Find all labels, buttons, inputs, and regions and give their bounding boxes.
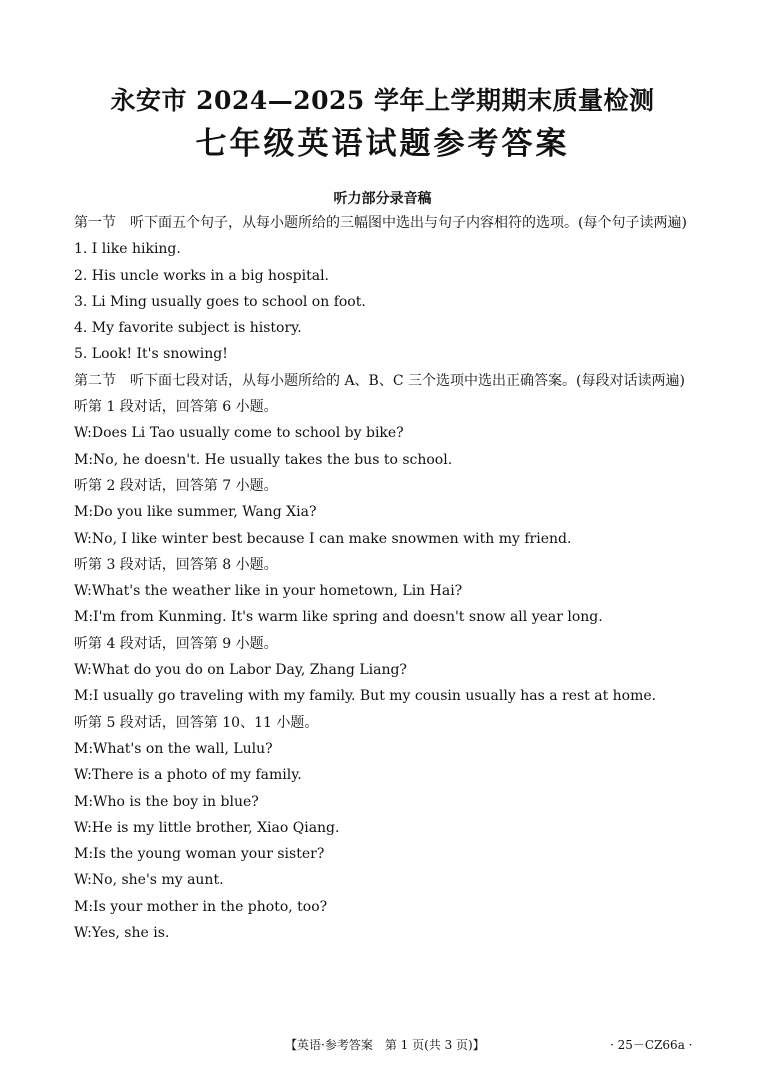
dialogue-line: W:He is my little brother, Xiao Qiang. (74, 819, 340, 836)
sentence-5: 5. Look! It's snowing! (74, 346, 228, 363)
dialogue-line: W:Yes, she is. (74, 925, 170, 942)
dialogue-line: W:What do you do on Labor Day, Zhang Liang? (74, 662, 407, 679)
dialogue-1-heading: 听第 1 段对话，回答第 6 小题。 (74, 399, 278, 416)
exam-title: 永安市 2024—2025 学年上学期期末质量检测 (110, 86, 655, 115)
sentence-4: 4. My favorite subject is history. (74, 320, 302, 337)
sentence-2: 2. His uncle works in a big hospital. (74, 267, 330, 284)
dialogue-4-heading: 听第 4 段对话，回答第 9 小题。 (74, 635, 278, 652)
dialogue-line: M:Is your mother in the photo, too? (74, 898, 328, 915)
dialogue-line: W:No, she's my aunt. (74, 872, 224, 889)
dialogue-line: M:No, he doesn't. He usually takes the bus to school. (74, 451, 453, 468)
sentence-3: 3. Li Ming usually goes to school on foot. (74, 293, 366, 310)
dialogue-line: M:What's on the wall, Lulu? (74, 740, 273, 757)
dialogue-line: W:What's the weather like in your hometown, Lin Hai? (74, 583, 463, 600)
answer-key-title: 七年级英语试题参考答案 (195, 126, 570, 162)
document-code: · 25－CZ66a · (610, 1038, 693, 1052)
dialogue-line: M:I'm from Kunming. It's warm like spring and doesn't snow all year long. (74, 609, 603, 626)
dialogue-line: M:Is the young woman your sister? (74, 846, 325, 863)
transcript-body (74, 210, 702, 946)
dialogue-line: M:I usually go traveling with my family. But my cousin usually has a rest at home. (74, 688, 657, 705)
section-1-instruction: 第一节 听下面五个句子，从每小题所给的三幅图中选出与句子内容相符的选项。(每个句子读两遍) (74, 215, 687, 231)
section-2-instruction: 第二节 听下面七段对话，从每小题所给的 A、B、C 三个选项中选出正确答案。(每段对话读两遍) (74, 372, 685, 389)
dialogue-5-heading: 听第 5 段对话，回答第 10、11 小题。 (74, 714, 319, 731)
dialogue-2-heading: 听第 2 段对话，回答第 7 小题。 (74, 477, 278, 494)
dialogue-line: M:Who is the boy in blue? (74, 793, 259, 810)
section-heading: 听力部分录音稿 (333, 191, 432, 207)
page-footer: 【英语·参考答案 第 1 页(共 3 页)】 (285, 1038, 485, 1052)
dialogue-line: W:Does Li Tao usually come to school by bike? (74, 425, 404, 442)
dialogue-line: M:Do you like summer, Wang Xia? (74, 504, 317, 521)
dialogue-line: W:There is a photo of my family. (74, 767, 302, 784)
dialogue-3-heading: 听第 3 段对话，回答第 8 小题。 (74, 556, 278, 573)
sentence-1: 1. I like hiking. (74, 241, 181, 258)
dialogue-line: W:No, I like winter best because I can make snowmen with my friend. (74, 530, 572, 547)
